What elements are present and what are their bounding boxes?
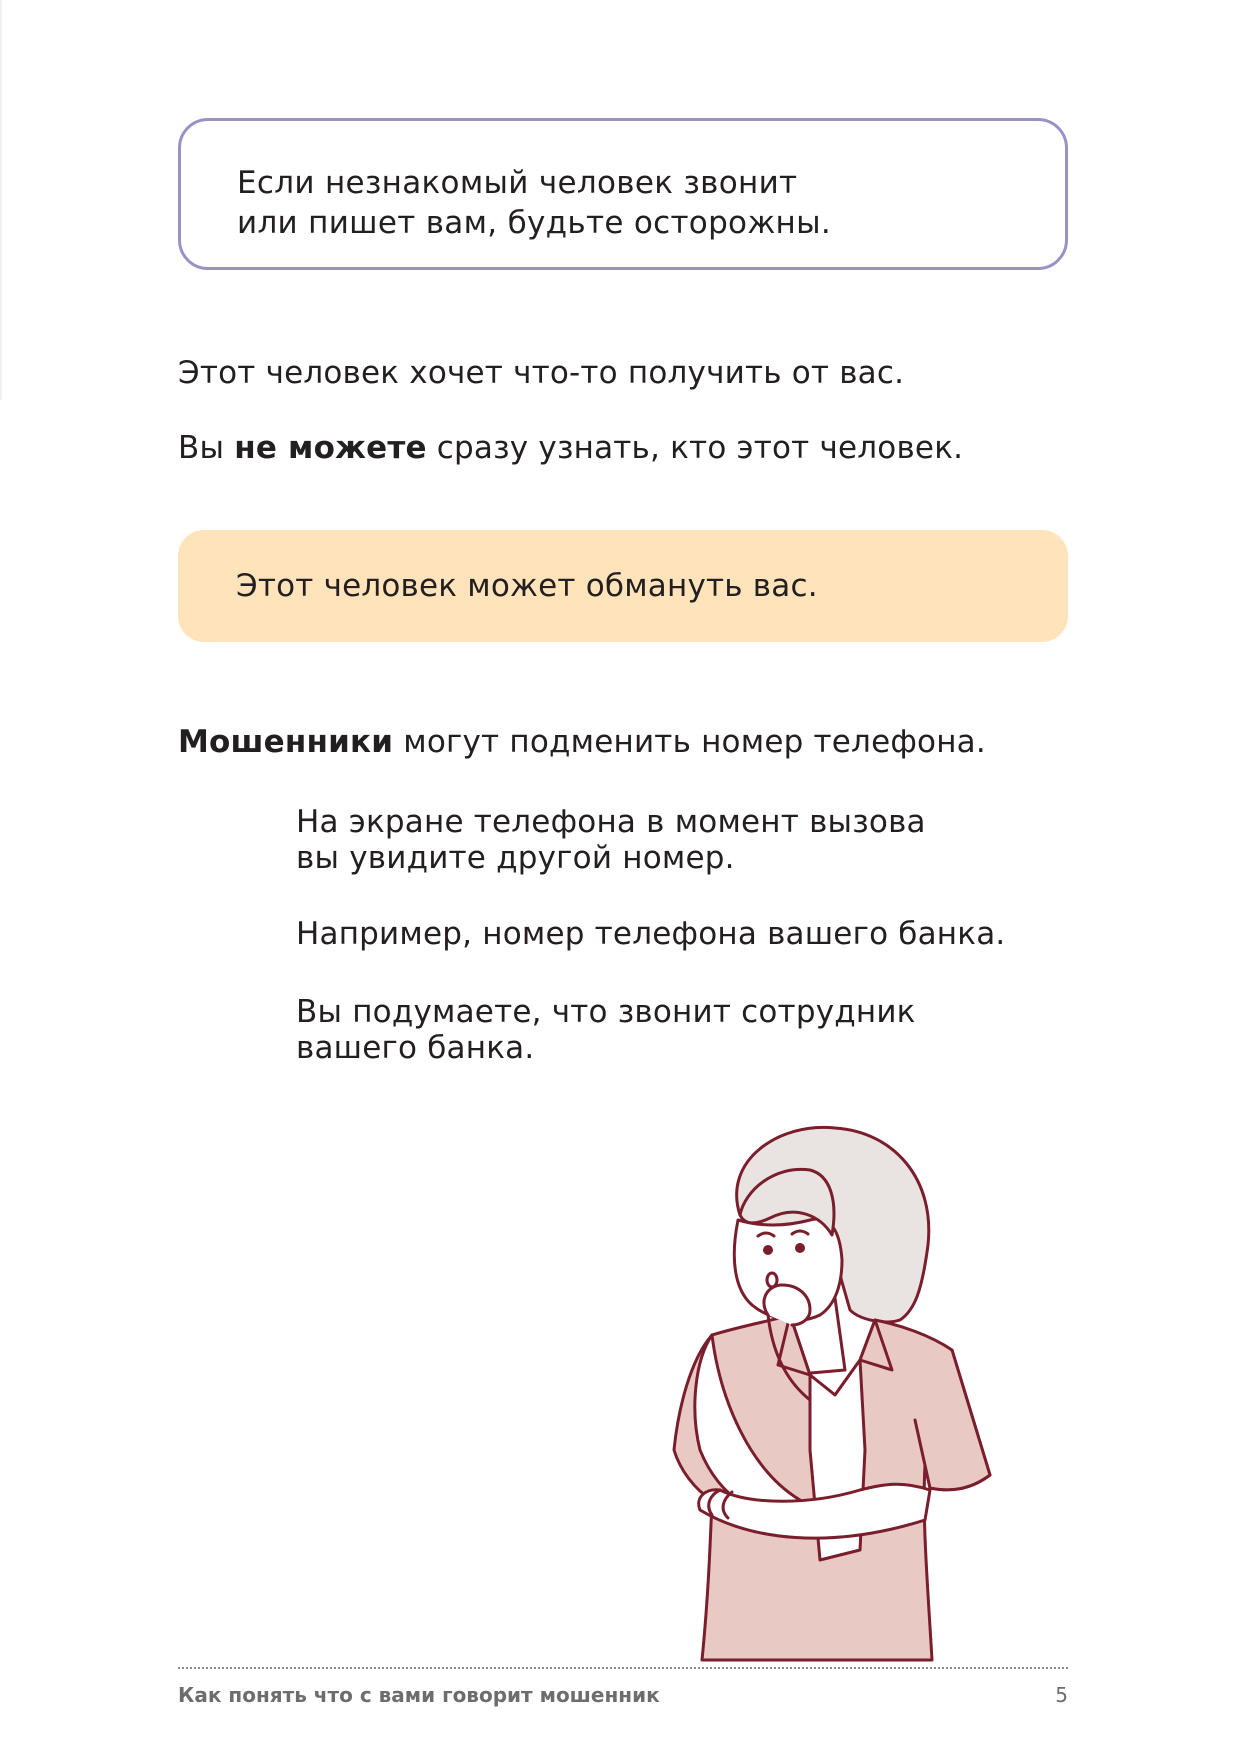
caution-line-2: или пишет вам, будьте осторожны. <box>237 205 832 241</box>
fraud-item-1-line-2: вы увидите другой номер. <box>296 840 735 876</box>
fraud-item-1 <box>296 804 926 876</box>
fraud-item-2 <box>296 916 1005 952</box>
caution-text <box>237 163 831 243</box>
thinking-woman-illustration <box>660 1120 1020 1665</box>
caution-callout <box>178 118 1068 270</box>
paragraph-unknown-bold: не можете <box>234 430 427 466</box>
fraud-item-3 <box>296 994 916 1066</box>
page-number: 5 <box>1055 1683 1068 1707</box>
paragraph-unknown-start: Вы <box>178 430 235 466</box>
caution-line-1: Если незнакомый человек звонит <box>237 165 798 201</box>
fraud-item-3-line-2: вашего банка. <box>296 1030 535 1066</box>
footer-divider <box>178 1667 1068 1669</box>
fraud-item-3-line-1: Вы подумаете, что звонит сотрудник <box>296 994 916 1030</box>
paragraph-wants: Этот человек хочет что-то получить от вас. <box>178 355 905 391</box>
paragraph-unknown-end: сразу узнать, кто этот человек. <box>426 430 964 466</box>
fraud-heading-rest: могут подменить номер телефона. <box>393 724 986 760</box>
fraud-heading-bold: Мошенники <box>178 724 394 760</box>
page-edge <box>0 0 2 400</box>
footer-title: Как понять что с вами говорит мошенник <box>178 1683 660 1707</box>
fraud-item-1-line-1: На экране телефона в момент вызова <box>296 804 926 840</box>
warning-box <box>178 530 1068 642</box>
warning-text: Этот человек может обмануть вас. <box>236 568 818 604</box>
fraud-heading <box>178 722 986 762</box>
paragraph-unknown <box>178 428 963 468</box>
fraud-item-2-line-1: Например, номер телефона вашего банка. <box>296 916 1006 952</box>
